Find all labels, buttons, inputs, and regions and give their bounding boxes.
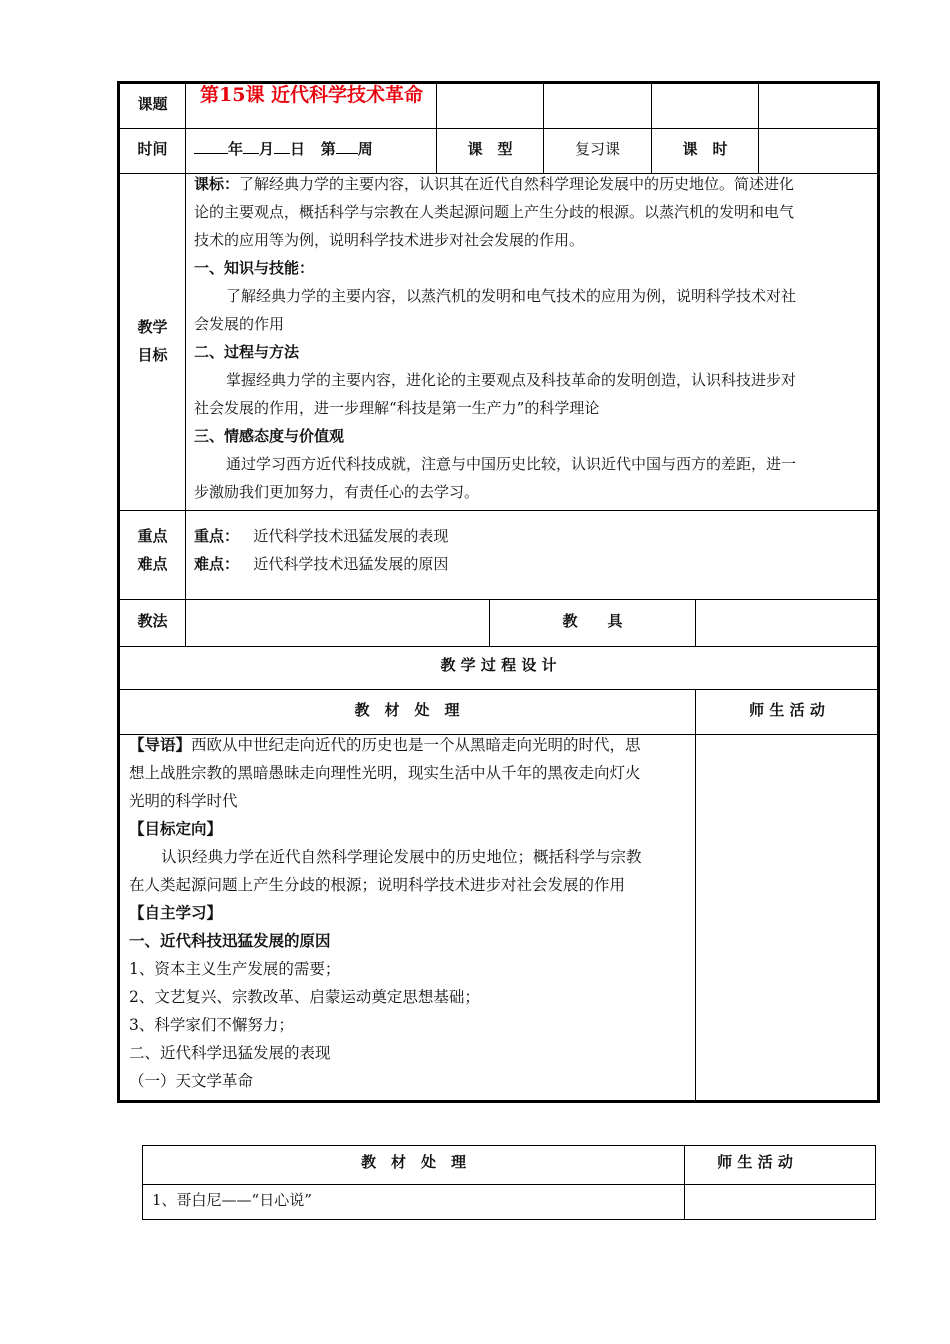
goal-heading-attitude: 三、情感态度与价值观	[194, 427, 345, 445]
goal-heading-process: 二、过程与方法	[194, 343, 300, 361]
table-border-left	[117, 81, 120, 1103]
self-study-heading: 【自主学习】	[129, 903, 223, 922]
hours-label: 课 时	[682, 140, 728, 158]
time-fill: 年 月 日 第 周	[194, 138, 373, 159]
activity-header: 师 生 活 动	[749, 701, 825, 719]
tools-label: 教 具	[562, 612, 623, 630]
time-label: 时间	[137, 140, 168, 158]
table-border-bottom	[117, 1100, 880, 1103]
target-heading: 【目标定向】	[129, 819, 223, 838]
process-title: 教 学 过 程 设 计	[440, 656, 557, 674]
table-border-right	[877, 81, 880, 1103]
goal-heading-knowledge: 一、知识与技能：	[194, 259, 315, 277]
key-points-content: 重点： 近代科学技术迅猛发展的表现 难点： 近代科学技术迅猛发展的原因	[194, 527, 449, 573]
material-header: 教 材 处 理	[354, 701, 460, 719]
activity-header-2: 师 生 活 动	[717, 1153, 793, 1171]
material-header-2: 教 材 处 理	[360, 1153, 466, 1171]
key-points-label: 重点 难点	[137, 527, 168, 573]
type-value: 复习课	[574, 140, 620, 158]
topic-label: 课题	[137, 95, 168, 113]
type-label: 课 型	[467, 140, 513, 158]
goals-label: 教学 目标	[137, 318, 168, 364]
method-label: 教法	[137, 612, 168, 630]
copernicus-row: 1、哥白尼——“日心说”	[152, 1191, 312, 1209]
lesson-title: 第15课 近代科学技术革命	[200, 84, 424, 106]
material-content: 【导语】西欧从中世纪走向近代的历史也是一个从黑暗走向光明的时代，思 想上战胜宗教的黑暗愚昧走向理性光明，现实生活中从千年的黑夜走向灯火 光明的科学时代 【目标定向】 认识经典力学在近代自然科学理论发展中的历史地位；概括科学与宗教 在人类起源问题上产生分歧的根源；说明科学技术进步对社会发展的作用 【自主学习】 一、近代科技迅猛发展的原因 1、资本主义生产发展的需要； 2、文艺复兴、宗教改革、启蒙运动奠定思想基础； 3、科学家们不懈努力； 二、近代科学迅猛发展的表现 （一）天文学革命	[129, 731, 691, 1095]
goals-content: 课标：了解经典力学的主要内容，认识其在近代自然科学理论发展中的历史地位。简述进化 论的主要观点，概括科学与宗教在人类起源问题上产生分歧的根源。以蒸汽机的发明和电气 技术的应用等为例，说明科学技术进步对社会发展的作用。 一、知识与技能： 了解经典力学的主要内容，以蒸汽机的发明和电气技术的应用为例，说明科学技术对社 会发展的作用 二、过程与方法 掌握经典力学的主要内容，进化论的主要观点及科技革命的发明创造，认识科技进步对 社会发展的作用，进一步理解“科技是第一生产力”的科学理论 三、情感态度与价值观 通过学习西方近代科技成就，注意与中国历史比较，认识近代中国与西方的差距，进一 步激励我们更加努力，有责任心的去学习。	[194, 170, 874, 506]
